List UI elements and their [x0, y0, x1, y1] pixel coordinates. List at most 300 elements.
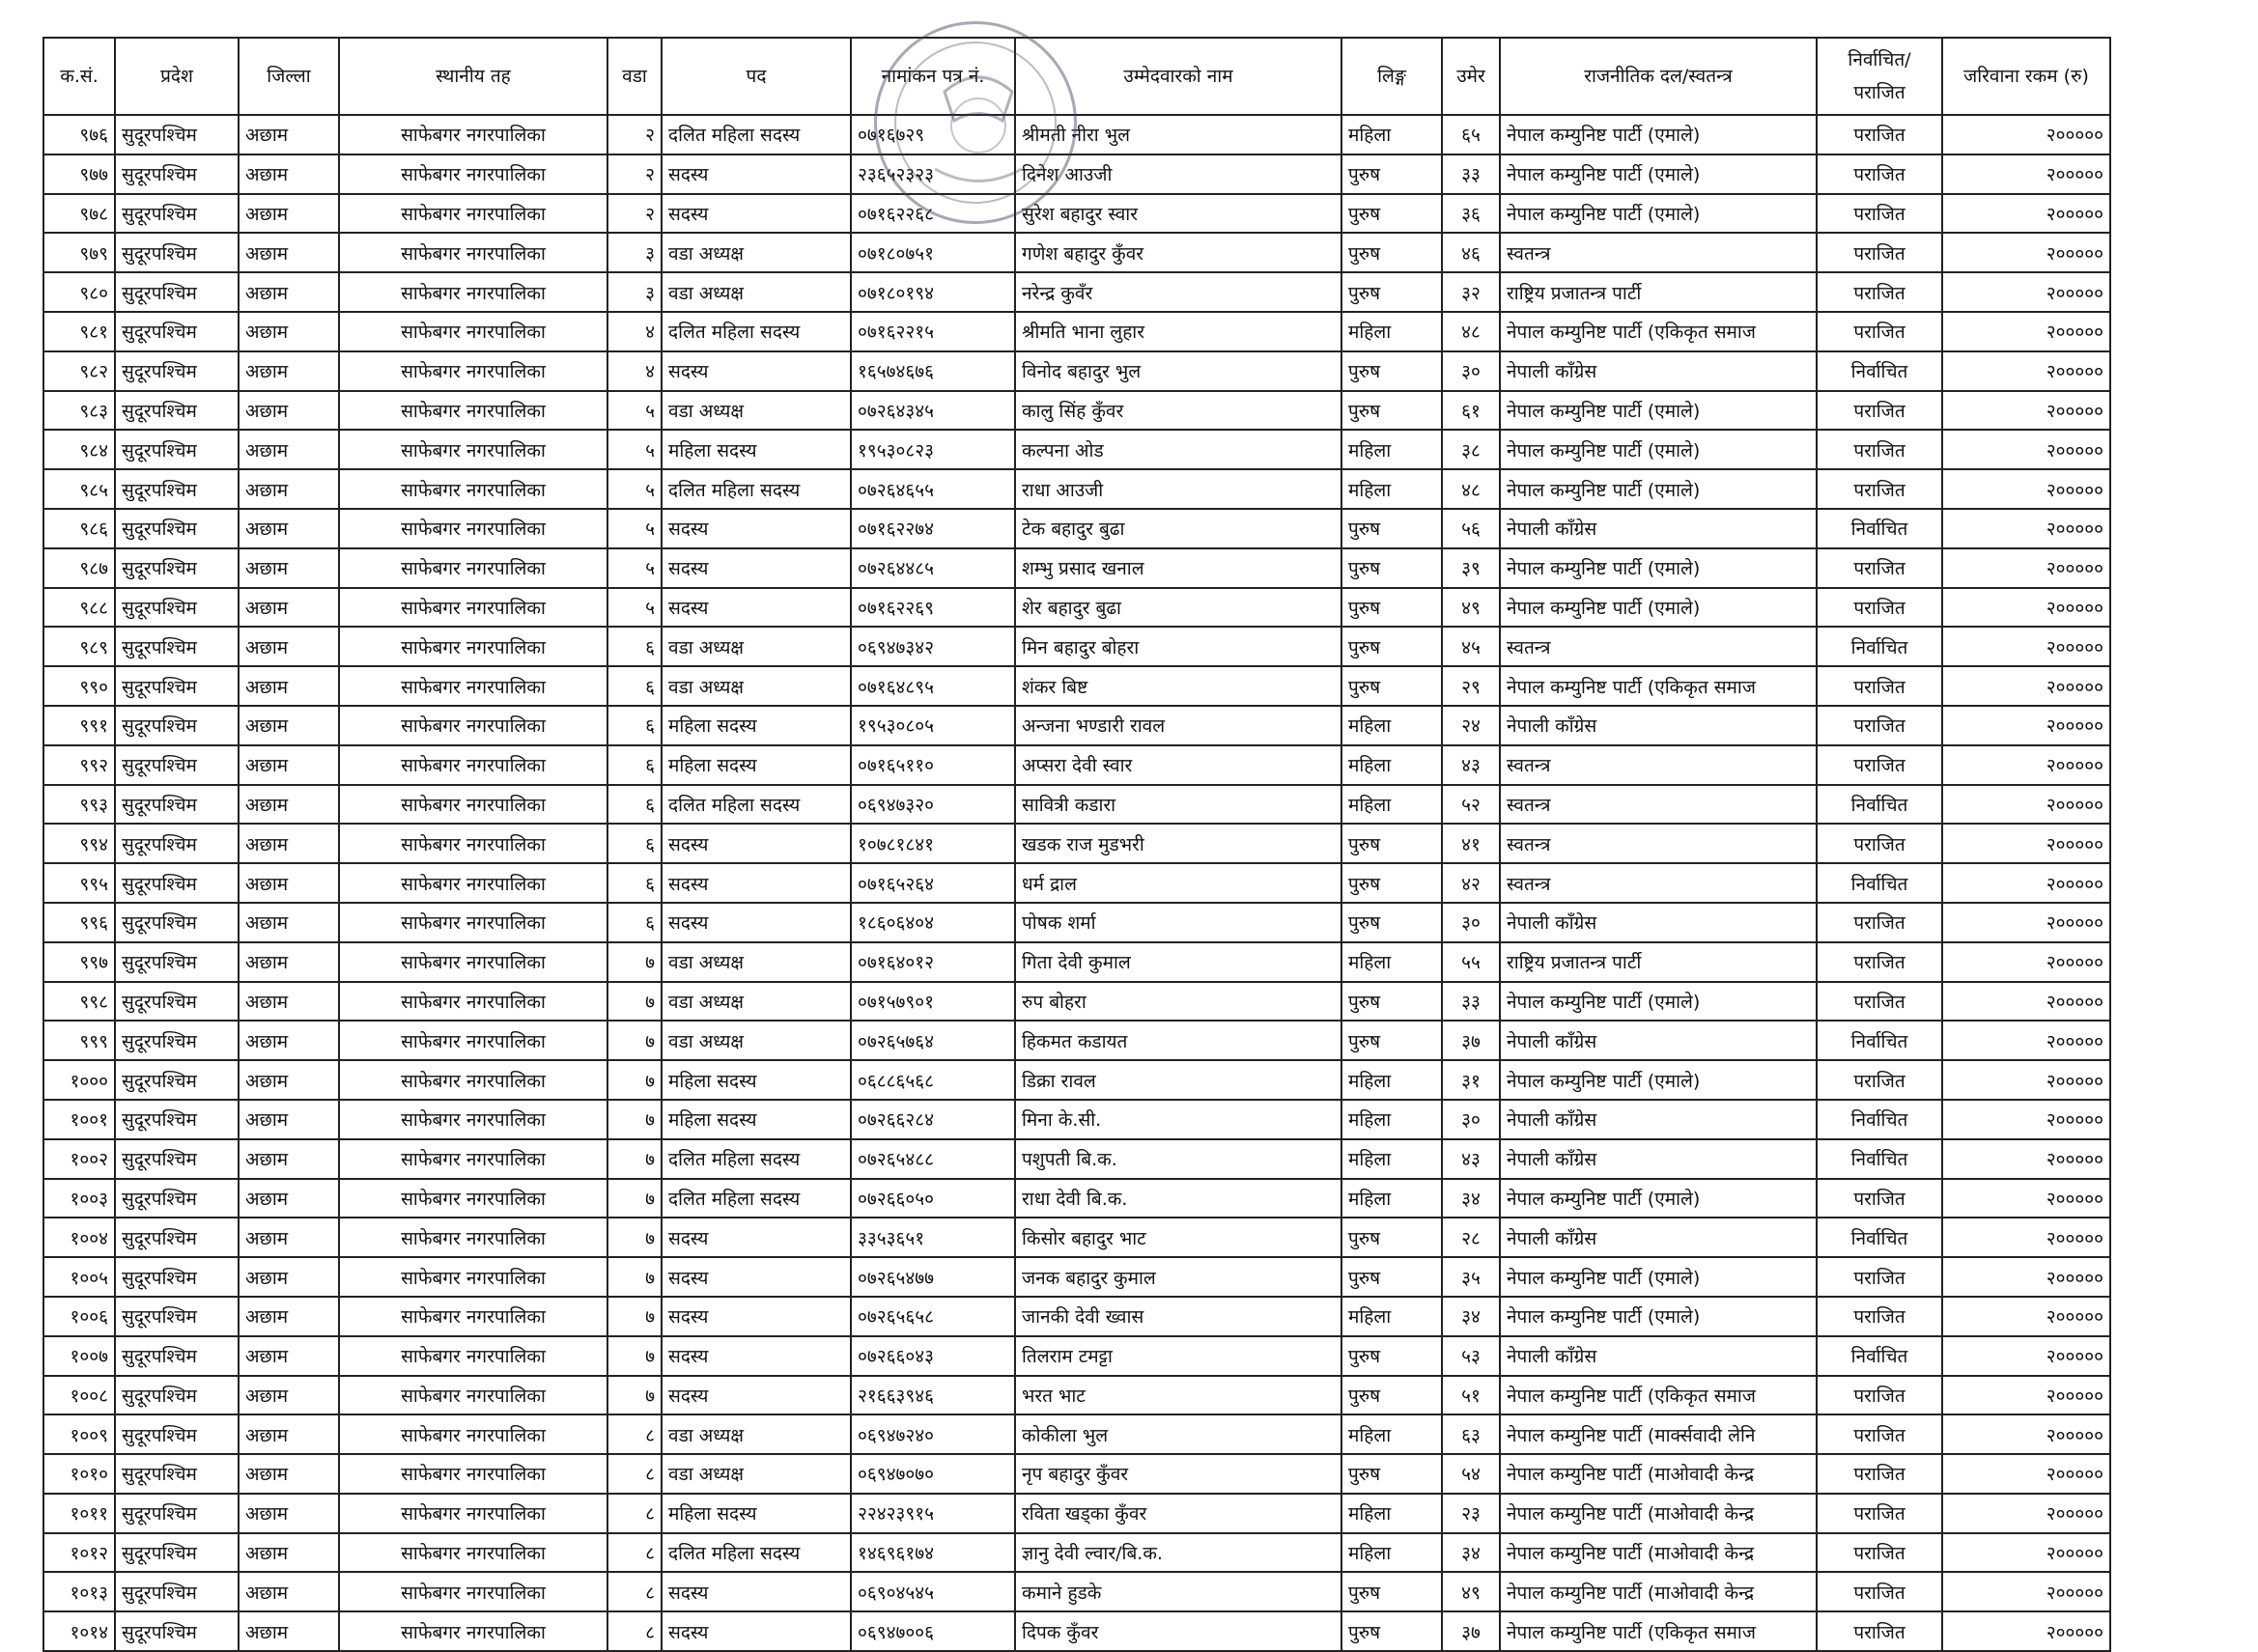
cell-province: सुदूरपश्चिम — [115, 1257, 239, 1297]
cell-province: सुदूरपश्चिम — [115, 1611, 239, 1651]
cell-age: ५६ — [1442, 509, 1500, 548]
cell-party: नेपाली काँग्रेस — [1500, 1139, 1817, 1179]
cell-nomination-no: ०७२६४६५५ — [851, 469, 1015, 509]
cell-age: ३२ — [1442, 272, 1500, 312]
cell-candidate-name: किसोर बहादुर भाट — [1015, 1218, 1341, 1257]
cell-ward: ७ — [607, 1100, 662, 1139]
header-candidate-name: उम्मेदवारको नाम — [1015, 38, 1341, 115]
cell-province: सुदूरपश्चिम — [115, 1100, 239, 1139]
cell-serial: १००९ — [43, 1414, 115, 1454]
cell-party: नेपाल कम्युनिष्ट पार्टी (एमाले) — [1500, 194, 1817, 234]
cell-gender: पुरुष — [1341, 588, 1442, 628]
cell-fine-amount: २००००० — [1942, 706, 2110, 745]
cell-district: अछाम — [239, 1021, 339, 1060]
cell-gender: महिला — [1341, 1139, 1442, 1179]
cell-local-level: साफेबगर नगरपालिका — [339, 1060, 607, 1100]
cell-local-level: साफेबगर नगरपालिका — [339, 706, 607, 745]
cell-nomination-no: १६५७४६७६ — [851, 351, 1015, 391]
cell-nomination-no: ०६९४७२४० — [851, 1414, 1015, 1454]
cell-post: दलित महिला सदस्य — [662, 312, 851, 351]
cell-province: सुदूरपश्चिम — [115, 233, 239, 272]
cell-gender: पुरुष — [1341, 1336, 1442, 1376]
cell-candidate-name: शेर बहादुर बुढा — [1015, 588, 1341, 628]
cell-age: ३० — [1442, 351, 1500, 391]
cell-fine-amount: २००००० — [1942, 1257, 2110, 1297]
cell-party: राष्ट्रिय प्रजातन्त्र पार्टी — [1500, 942, 1817, 982]
cell-district: अछाम — [239, 115, 339, 154]
cell-nomination-no: ०७२६५७६४ — [851, 1021, 1015, 1060]
cell-gender: पुरुष — [1341, 548, 1442, 588]
table-row — [43, 1179, 2110, 1218]
cell-age: ४३ — [1442, 1139, 1500, 1179]
cell-gender: महिला — [1341, 942, 1442, 982]
header-fine-amount: जरिवाना रकम (रु) — [1942, 38, 2110, 115]
cell-province: सुदूरपश्चिम — [115, 1572, 239, 1611]
header-result: निर्वाचित/ पराजित — [1817, 38, 1942, 115]
cell-local-level: साफेबगर नगरपालिका — [339, 1218, 607, 1257]
cell-party: स्वतन्त्र — [1500, 627, 1817, 666]
cell-nomination-no: ०७१६२२६८ — [851, 194, 1015, 234]
cell-gender: पुरुष — [1341, 1021, 1442, 1060]
header-province: प्रदेश — [115, 38, 239, 115]
cell-party: नेपाली काँग्रेस — [1500, 1021, 1817, 1060]
cell-province: सुदूरपश्चिम — [115, 1218, 239, 1257]
cell-result: पराजित — [1817, 469, 1942, 509]
cell-age: ६१ — [1442, 391, 1500, 431]
cell-party: नेपाल कम्युनिष्ट पार्टी (एमाले) — [1500, 1297, 1817, 1336]
cell-nomination-no: ०७१६७२९ — [851, 115, 1015, 154]
cell-district: अछाम — [239, 233, 339, 272]
cell-province: सुदूरपश्चिम — [115, 194, 239, 234]
cell-fine-amount: २००००० — [1942, 745, 2110, 785]
cell-serial: ९९२ — [43, 745, 115, 785]
cell-party: नेपाल कम्युनिष्ट पार्टी (एमाले) — [1500, 548, 1817, 588]
cell-ward: ५ — [607, 509, 662, 548]
cell-age: ३८ — [1442, 430, 1500, 469]
cell-result: पराजित — [1817, 1572, 1942, 1611]
header-local-level: स्थानीय तह — [339, 38, 607, 115]
cell-result: निर्वाचित — [1817, 351, 1942, 391]
cell-age: ५४ — [1442, 1454, 1500, 1494]
cell-candidate-name: नृप बहादुर कुँवर — [1015, 1454, 1341, 1494]
cell-party: नेपाल कम्युनिष्ट पार्टी (एकिकृत समाज — [1500, 312, 1817, 351]
cell-ward: ४ — [607, 351, 662, 391]
cell-age: ५२ — [1442, 785, 1500, 825]
cell-result: पराजित — [1817, 1060, 1942, 1100]
cell-post: वडा अध्यक्ष — [662, 666, 851, 706]
cell-district: अछाम — [239, 1297, 339, 1336]
cell-gender: पुरुष — [1341, 903, 1442, 942]
cell-ward: ४ — [607, 312, 662, 351]
cell-fine-amount: २००००० — [1942, 1572, 2110, 1611]
header-serial: क.सं. — [43, 38, 115, 115]
cell-gender: पुरुष — [1341, 1572, 1442, 1611]
cell-result: पराजित — [1817, 1376, 1942, 1415]
cell-post: महिला सदस्य — [662, 1060, 851, 1100]
cell-nomination-no: २३६५२३२३ — [851, 154, 1015, 194]
cell-party: नेपाल कम्युनिष्ट पार्टी (माओवादी केन्द्र — [1500, 1572, 1817, 1611]
cell-candidate-name: कल्पना ओड — [1015, 430, 1341, 469]
cell-district: अछाम — [239, 1179, 339, 1218]
cell-nomination-no: ०६९४७००६ — [851, 1611, 1015, 1651]
cell-local-level: साफेबगर नगरपालिका — [339, 942, 607, 982]
cell-age: ३५ — [1442, 1257, 1500, 1297]
cell-nomination-no: ०७२६५४८८ — [851, 1139, 1015, 1179]
cell-local-level: साफेबगर नगरपालिका — [339, 1139, 607, 1179]
cell-province: सुदूरपश्चिम — [115, 1021, 239, 1060]
header-ward: वडा — [607, 38, 662, 115]
table-row — [43, 1021, 2110, 1060]
cell-gender: पुरुष — [1341, 1218, 1442, 1257]
cell-age: २३ — [1442, 1494, 1500, 1533]
cell-district: अछाम — [239, 1100, 339, 1139]
cell-party: नेपाल कम्युनिष्ट पार्टी (एमाले) — [1500, 982, 1817, 1022]
cell-fine-amount: २००००० — [1942, 982, 2110, 1022]
cell-district: अछाम — [239, 548, 339, 588]
cell-ward: २ — [607, 154, 662, 194]
cell-result: पराजित — [1817, 233, 1942, 272]
cell-province: सुदूरपश्चिम — [115, 824, 239, 863]
cell-candidate-name: टेक बहादुर बुढा — [1015, 509, 1341, 548]
table-row — [43, 194, 2110, 234]
cell-local-level: साफेबगर नगरपालिका — [339, 982, 607, 1022]
cell-age: ५५ — [1442, 942, 1500, 982]
cell-post: वडा अध्यक्ष — [662, 627, 851, 666]
cell-local-level: साफेबगर नगरपालिका — [339, 1572, 607, 1611]
cell-nomination-no: ०७१६४८९५ — [851, 666, 1015, 706]
cell-result: निर्वाचित — [1817, 1139, 1942, 1179]
cell-candidate-name: मिना के.सी. — [1015, 1100, 1341, 1139]
cell-local-level: साफेबगर नगरपालिका — [339, 666, 607, 706]
cell-province: सुदूरपश्चिम — [115, 1533, 239, 1573]
cell-result: पराजित — [1817, 194, 1942, 234]
cell-district: अछाम — [239, 942, 339, 982]
cell-candidate-name: सुरेश बहादुर स्वार — [1015, 194, 1341, 234]
cell-post: महिला सदस्य — [662, 1100, 851, 1139]
cell-gender: महिला — [1341, 115, 1442, 154]
cell-district: अछाम — [239, 1060, 339, 1100]
cell-party: नेपाल कम्युनिष्ट पार्टी (एमाले) — [1500, 1257, 1817, 1297]
cell-fine-amount: २००००० — [1942, 272, 2110, 312]
cell-party: स्वतन्त्र — [1500, 863, 1817, 903]
cell-nomination-no: ०७१६५२६४ — [851, 863, 1015, 903]
cell-district: अछाम — [239, 194, 339, 234]
cell-fine-amount: २००००० — [1942, 1454, 2110, 1494]
cell-result: निर्वाचित — [1817, 863, 1942, 903]
cell-candidate-name: श्रीमती नीरा भुल — [1015, 115, 1341, 154]
cell-nomination-no: ०७१५७९०१ — [851, 982, 1015, 1022]
cell-nomination-no: ०७१८०१९४ — [851, 272, 1015, 312]
cell-candidate-name: खडक राज मुडभरी — [1015, 824, 1341, 863]
candidate-results-table — [42, 37, 2111, 1652]
cell-district: अछाम — [239, 1376, 339, 1415]
cell-ward: ७ — [607, 942, 662, 982]
cell-gender: पुरुष — [1341, 509, 1442, 548]
cell-province: सुदूरपश्चिम — [115, 469, 239, 509]
cell-serial: ९८० — [43, 272, 115, 312]
table-row — [43, 982, 2110, 1022]
cell-post: वडा अध्यक्ष — [662, 1414, 851, 1454]
cell-district: अछाम — [239, 1414, 339, 1454]
cell-gender: महिला — [1341, 1100, 1442, 1139]
cell-province: सुदूरपश्चिम — [115, 627, 239, 666]
cell-local-level: साफेबगर नगरपालिका — [339, 1494, 607, 1533]
cell-candidate-name: शंकर बिष्ट — [1015, 666, 1341, 706]
cell-post: दलित महिला सदस्य — [662, 785, 851, 825]
cell-party: स्वतन्त्र — [1500, 745, 1817, 785]
table-row — [43, 1139, 2110, 1179]
cell-province: सुदूरपश्चिम — [115, 1454, 239, 1494]
header-gender: लिङ्ग — [1341, 38, 1442, 115]
cell-post: दलित महिला सदस्य — [662, 1533, 851, 1573]
table-row — [43, 1297, 2110, 1336]
cell-candidate-name: धर्म द्राल — [1015, 863, 1341, 903]
cell-local-level: साफेबगर नगरपालिका — [339, 548, 607, 588]
cell-gender: पुरुष — [1341, 194, 1442, 234]
cell-province: सुदूरपश्चिम — [115, 312, 239, 351]
cell-nomination-no: १८६०६४०४ — [851, 903, 1015, 942]
cell-fine-amount: २००००० — [1942, 1494, 2110, 1533]
cell-province: सुदूरपश्चिम — [115, 1494, 239, 1533]
cell-age: ४१ — [1442, 824, 1500, 863]
cell-gender: महिला — [1341, 1414, 1442, 1454]
cell-local-level: साफेबगर नगरपालिका — [339, 824, 607, 863]
cell-ward: ६ — [607, 745, 662, 785]
cell-fine-amount: २००००० — [1942, 666, 2110, 706]
cell-age: ३० — [1442, 1100, 1500, 1139]
cell-serial: ९८९ — [43, 627, 115, 666]
cell-serial: ९९३ — [43, 785, 115, 825]
cell-party: नेपाली काँग्रेस — [1500, 509, 1817, 548]
cell-ward: ६ — [607, 666, 662, 706]
cell-ward: २ — [607, 194, 662, 234]
cell-party: नेपाली काँग्रेस — [1500, 1218, 1817, 1257]
cell-post: सदस्य — [662, 351, 851, 391]
cell-fine-amount: २००००० — [1942, 1414, 2110, 1454]
cell-district: अछाम — [239, 469, 339, 509]
cell-party: नेपाल कम्युनिष्ट पार्टी (माओवादी केन्द्र — [1500, 1494, 1817, 1533]
cell-post: सदस्य — [662, 1257, 851, 1297]
table-row — [43, 588, 2110, 628]
cell-result: निर्वाचित — [1817, 1336, 1942, 1376]
cell-serial: ९९८ — [43, 982, 115, 1022]
cell-ward: ७ — [607, 1376, 662, 1415]
cell-party: नेपाल कम्युनिष्ट पार्टी (एमाले) — [1500, 1179, 1817, 1218]
cell-serial: ९८५ — [43, 469, 115, 509]
cell-district: अछाम — [239, 903, 339, 942]
cell-serial: ९७८ — [43, 194, 115, 234]
cell-fine-amount: २००००० — [1942, 942, 2110, 982]
cell-province: सुदूरपश्चिम — [115, 785, 239, 825]
cell-result: पराजित — [1817, 312, 1942, 351]
cell-local-level: साफेबगर नगरपालिका — [339, 391, 607, 431]
cell-candidate-name: तिलराम टमट्टा — [1015, 1336, 1341, 1376]
cell-age: ६५ — [1442, 115, 1500, 154]
cell-serial: ९८४ — [43, 430, 115, 469]
cell-local-level: साफेबगर नगरपालिका — [339, 1297, 607, 1336]
cell-ward: ८ — [607, 1454, 662, 1494]
cell-age: ३३ — [1442, 982, 1500, 1022]
cell-ward: ५ — [607, 430, 662, 469]
cell-candidate-name: रविता खड्का कुँवर — [1015, 1494, 1341, 1533]
cell-candidate-name: नरेन्द्र कुवँर — [1015, 272, 1341, 312]
cell-district: अछाम — [239, 430, 339, 469]
cell-local-level: साफेबगर नगरपालिका — [339, 272, 607, 312]
cell-local-level: साफेबगर नगरपालिका — [339, 1179, 607, 1218]
cell-gender: महिला — [1341, 1533, 1442, 1573]
table-row — [43, 1218, 2110, 1257]
cell-result: निर्वाचित — [1817, 509, 1942, 548]
cell-nomination-no: ०६९०४५४५ — [851, 1572, 1015, 1611]
table-row — [43, 863, 2110, 903]
cell-ward: ७ — [607, 1139, 662, 1179]
table-row — [43, 1572, 2110, 1611]
table-row — [43, 785, 2110, 825]
cell-local-level: साफेबगर नगरपालिका — [339, 1533, 607, 1573]
cell-gender: पुरुष — [1341, 982, 1442, 1022]
cell-nomination-no: १०७८१८४१ — [851, 824, 1015, 863]
cell-province: सुदूरपश्चिम — [115, 666, 239, 706]
cell-post: महिला सदस्य — [662, 430, 851, 469]
cell-ward: ६ — [607, 785, 662, 825]
cell-local-level: साफेबगर नगरपालिका — [339, 1100, 607, 1139]
cell-fine-amount: २००००० — [1942, 509, 2110, 548]
cell-candidate-name: भरत भाट — [1015, 1376, 1341, 1415]
cell-party: नेपाल कम्युनिष्ट पार्टी (एकिकृत समाज — [1500, 1611, 1817, 1651]
cell-ward: ५ — [607, 588, 662, 628]
cell-serial: ९८३ — [43, 391, 115, 431]
cell-party: नेपाली काँग्रेस — [1500, 1100, 1817, 1139]
cell-serial: ९७६ — [43, 115, 115, 154]
cell-nomination-no: ०६९४७३२० — [851, 785, 1015, 825]
cell-age: ५१ — [1442, 1376, 1500, 1415]
cell-post: वडा अध्यक्ष — [662, 1454, 851, 1494]
cell-ward: ८ — [607, 1533, 662, 1573]
cell-post: वडा अध्यक्ष — [662, 942, 851, 982]
cell-gender: महिला — [1341, 469, 1442, 509]
cell-province: सुदूरपश्चिम — [115, 391, 239, 431]
cell-gender: महिला — [1341, 785, 1442, 825]
cell-party: नेपाल कम्युनिष्ट पार्टी (मार्क्सवादी लेनि — [1500, 1414, 1817, 1454]
cell-district: अछाम — [239, 785, 339, 825]
cell-ward: ७ — [607, 982, 662, 1022]
cell-result: पराजित — [1817, 1454, 1942, 1494]
cell-post: सदस्य — [662, 1336, 851, 1376]
cell-age: ५३ — [1442, 1336, 1500, 1376]
cell-ward: ३ — [607, 233, 662, 272]
cell-result: निर्वाचित — [1817, 1218, 1942, 1257]
cell-gender: महिला — [1341, 430, 1442, 469]
cell-serial: १००८ — [43, 1376, 115, 1415]
table-row — [43, 1100, 2110, 1139]
cell-party: नेपाली काँग्रेस — [1500, 706, 1817, 745]
cell-fine-amount: २००००० — [1942, 391, 2110, 431]
cell-gender: पुरुष — [1341, 351, 1442, 391]
cell-candidate-name: पशुपती बि.क. — [1015, 1139, 1341, 1179]
cell-result: पराजित — [1817, 745, 1942, 785]
cell-result: पराजित — [1817, 430, 1942, 469]
cell-candidate-name: दिपक कुँवर — [1015, 1611, 1341, 1651]
cell-fine-amount: २००००० — [1942, 548, 2110, 588]
cell-ward: ८ — [607, 1572, 662, 1611]
cell-result: पराजित — [1817, 1611, 1942, 1651]
cell-fine-amount: २००००० — [1942, 469, 2110, 509]
cell-age: ३६ — [1442, 194, 1500, 234]
cell-post: वडा अध्यक्ष — [662, 233, 851, 272]
cell-province: सुदूरपश्चिम — [115, 1139, 239, 1179]
cell-serial: ९९७ — [43, 942, 115, 982]
cell-result: पराजित — [1817, 1414, 1942, 1454]
table-row — [43, 233, 2110, 272]
cell-gender: पुरुष — [1341, 391, 1442, 431]
table-row — [43, 1533, 2110, 1573]
cell-serial: ९९४ — [43, 824, 115, 863]
table-row — [43, 391, 2110, 431]
cell-province: सुदूरपश्चिम — [115, 863, 239, 903]
cell-local-level: साफेबगर नगरपालिका — [339, 1376, 607, 1415]
cell-gender: पुरुष — [1341, 1454, 1442, 1494]
cell-ward: ६ — [607, 863, 662, 903]
cell-party: नेपाल कम्युनिष्ट पार्टी (एमाले) — [1500, 154, 1817, 194]
cell-candidate-name: राधा देवी बि.क. — [1015, 1179, 1341, 1218]
cell-ward: ७ — [607, 1021, 662, 1060]
cell-party: नेपाल कम्युनिष्ट पार्टी (एमाले) — [1500, 115, 1817, 154]
cell-province: सुदूरपश्चिम — [115, 982, 239, 1022]
cell-result: पराजित — [1817, 115, 1942, 154]
cell-district: अछाम — [239, 588, 339, 628]
cell-ward: ७ — [607, 1297, 662, 1336]
cell-result: निर्वाचित — [1817, 785, 1942, 825]
cell-result: पराजित — [1817, 1257, 1942, 1297]
table-header-row — [43, 38, 2110, 115]
table-body — [43, 115, 2110, 1651]
cell-serial: १०१२ — [43, 1533, 115, 1573]
cell-post: सदस्य — [662, 1297, 851, 1336]
cell-fine-amount: २००००० — [1942, 863, 2110, 903]
cell-fine-amount: २००००० — [1942, 824, 2110, 863]
cell-fine-amount: २००००० — [1942, 1060, 2110, 1100]
cell-result: पराजित — [1817, 982, 1942, 1022]
cell-district: अछाम — [239, 154, 339, 194]
cell-serial: १००४ — [43, 1218, 115, 1257]
cell-gender: पुरुष — [1341, 824, 1442, 863]
cell-result: पराजित — [1817, 824, 1942, 863]
table-row — [43, 509, 2110, 548]
cell-candidate-name: मिन बहादुर बोहरा — [1015, 627, 1341, 666]
cell-local-level: साफेबगर नगरपालिका — [339, 785, 607, 825]
cell-nomination-no: ०७१६४०१२ — [851, 942, 1015, 982]
cell-district: अछाम — [239, 1218, 339, 1257]
cell-result: पराजित — [1817, 942, 1942, 982]
cell-serial: ९८६ — [43, 509, 115, 548]
cell-party: नेपाल कम्युनिष्ट पार्टी (एमाले) — [1500, 469, 1817, 509]
cell-district: अछाम — [239, 666, 339, 706]
cell-fine-amount: २००००० — [1942, 115, 2110, 154]
cell-local-level: साफेबगर नगरपालिका — [339, 903, 607, 942]
cell-ward: ७ — [607, 1218, 662, 1257]
cell-post: वडा अध्यक्ष — [662, 982, 851, 1022]
cell-province: सुदूरपश्चिम — [115, 745, 239, 785]
cell-gender: पुरुष — [1341, 1376, 1442, 1415]
cell-nomination-no: ०७२६६०५० — [851, 1179, 1015, 1218]
cell-candidate-name: गणेश बहादुर कुँवर — [1015, 233, 1341, 272]
cell-province: सुदूरपश्चिम — [115, 272, 239, 312]
cell-district: अछाम — [239, 272, 339, 312]
cell-result: पराजित — [1817, 1179, 1942, 1218]
cell-gender: महिला — [1341, 1179, 1442, 1218]
cell-gender: महिला — [1341, 1494, 1442, 1533]
cell-party: नेपाल कम्युनिष्ट पार्टी (एकिकृत समाज — [1500, 1376, 1817, 1415]
